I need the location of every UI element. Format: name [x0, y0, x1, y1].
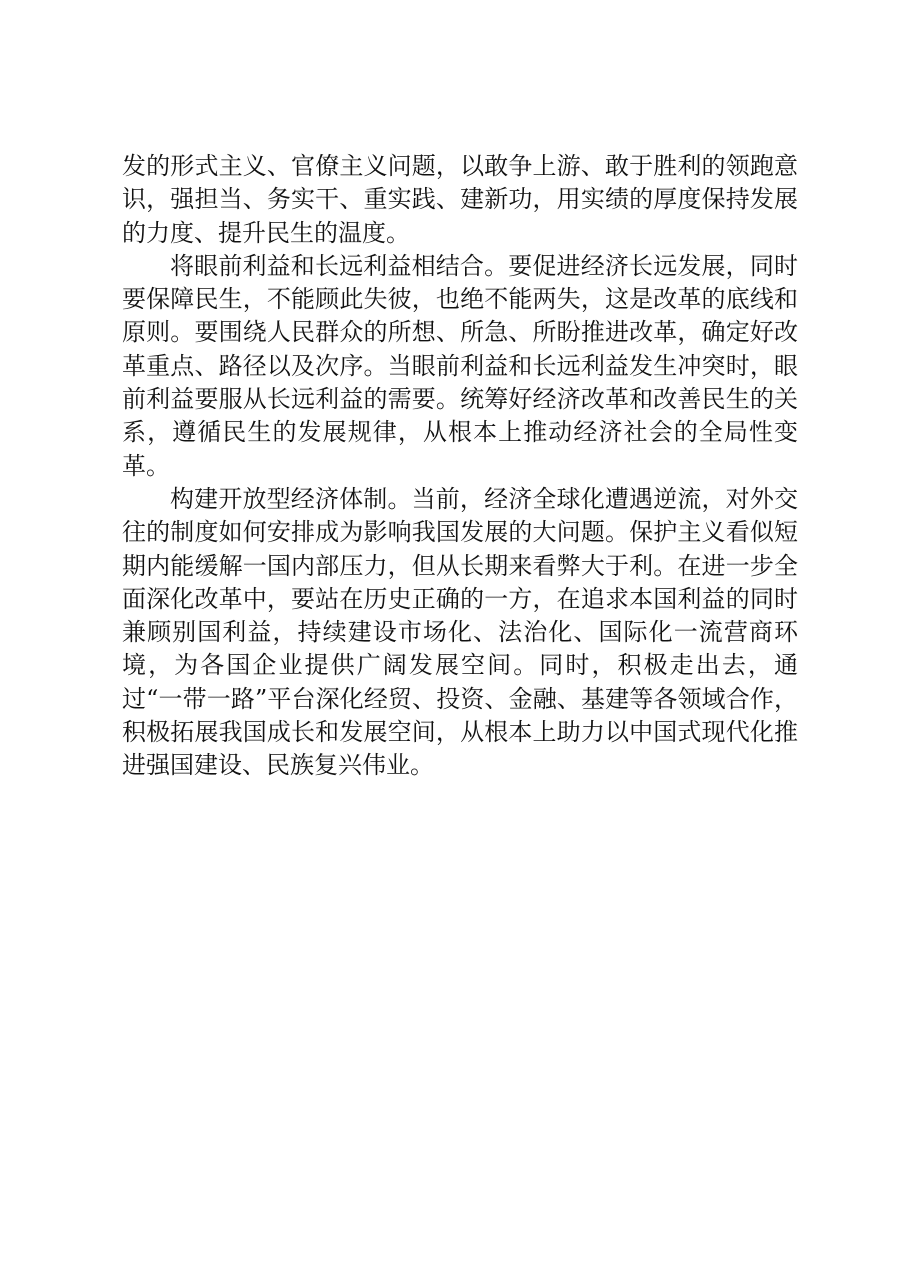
- paragraph-continued: 发的形式主义、官僚主义问题，以敢争上游、敢于胜利的领跑意识，强担当、务实干、重实践、建新功，用实绩的厚度保持发展的力度、提升民生的温度。: [122, 152, 798, 247]
- paragraph-long-term-interests: 将眼前利益和长远利益相结合。要促进经济长远发展，同时要保障民生，不能顾此失彼，也绝不能两失，这是改革的底线和原则。要围绕人民群众的所想、所急、所盼推进改革，确定好改革重点、路径以及次序。当眼前利益和长远利益发生冲突时，眼前利益要服从长远利益的需要。统筹好经济改革和改善民生的关系，遵循民生的发展规律，从根本上推动经济社会的全局性变革。: [122, 251, 798, 480]
- document-body: [122, 150, 798, 783]
- paragraph-open-economy: 构建开放型经济体制。当前，经济全球化遭遇逆流，对外交往的制度如何安排成为影响我国发展的大问题。保护主义看似短期内能缓解一国内部压力，但从长期来看弊大于利。在进一步全面深化改革中，要站在历史正确的一方，在追求本国利益的同时兼顾别国利益，持续建设市场化、法治化、国际化一流营商环境，为各国企业提供广阔发展空间。同时，积极走出去，通过“一带一路”平台深化经贸、投资、金融、基建等各领域合作，积极拓展我国成长和发展空间，从根本上助力以中国式现代化推进强国建设、民族复兴伟业。: [122, 484, 798, 780]
